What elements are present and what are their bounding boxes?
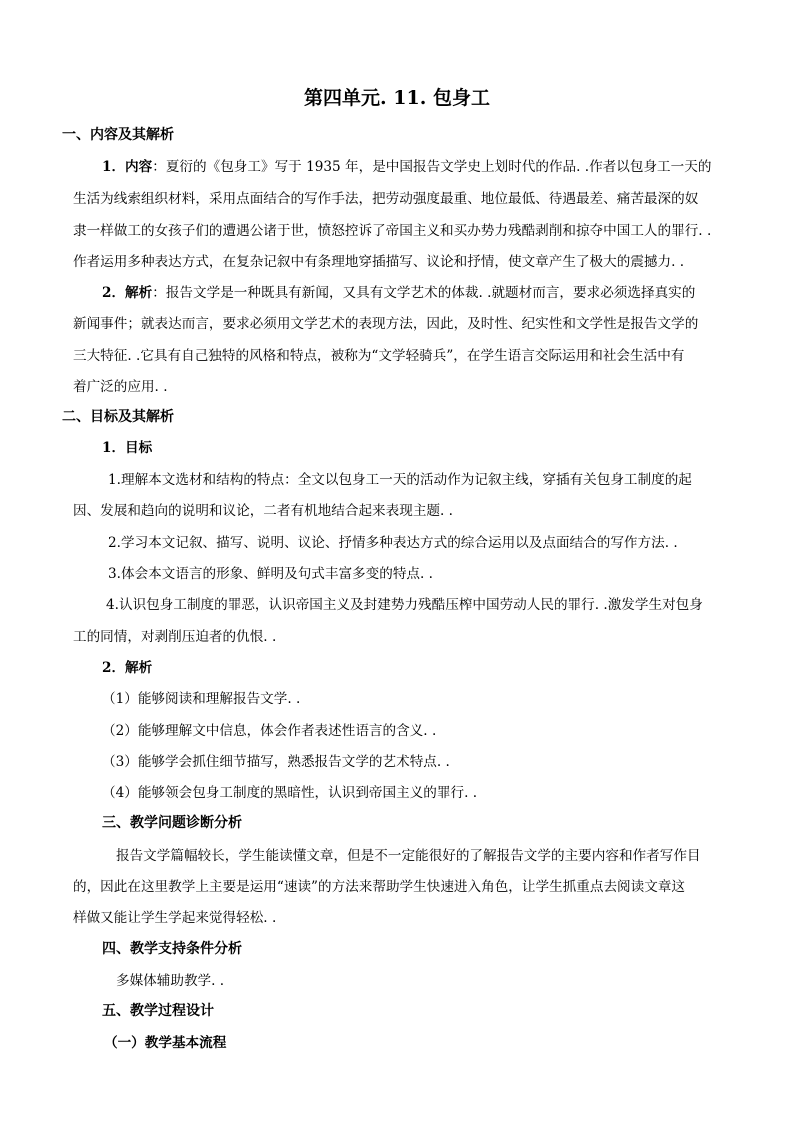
content-label: 1．内容 bbox=[102, 159, 153, 175]
paragraph-line: 生活为线索组织材料，采用点面结合的写作手法，把劳动强度最重、地位最低、待遇最差、痛苦最深的奴 bbox=[73, 191, 699, 207]
subheading-goals: 1．目标 bbox=[102, 440, 153, 456]
section-heading-5: 五、教学过程设计 bbox=[102, 1003, 214, 1019]
analysis-label: 2．解析 bbox=[102, 285, 153, 301]
page-title: 第四单元. 11. 包身工 bbox=[304, 87, 490, 109]
paragraph-line: 作者运用多种表达方式，在复杂记叙中有条理地穿插描写、议论和抒情，使文章产生了极大的震撼力. . bbox=[73, 254, 685, 270]
paragraph-line bbox=[102, 157, 711, 177]
subheading-analysis: 2．解析 bbox=[102, 660, 153, 676]
paragraph-text: ：夏衍的《包身工》写于 1935 年，是中国报告文学史上划时代的作品. .作者以包身工一天的 bbox=[152, 159, 712, 175]
section-heading-4: 四、教学支持条件分析 bbox=[102, 941, 242, 957]
goal-line: 2.学习本文记叙、描写、说明、议论、抒情多种表达方式的综合运用以及点面结合的写作方法. . bbox=[108, 535, 678, 551]
section-heading-1: 一、内容及其解析 bbox=[62, 127, 174, 143]
subheading-flow: （一）教学基本流程 bbox=[104, 1035, 227, 1051]
section-heading-2: 二、目标及其解析 bbox=[62, 409, 174, 425]
paragraph-line: 的，因此在这里教学上主要是运用“速读”的方法来帮助学生快速进入角色，让学生抓重点去阅读文章这 bbox=[73, 879, 686, 895]
paragraph-line: 样做又能让学生学起来觉得轻松. . bbox=[73, 910, 277, 926]
goal-line: 因、发展和趋向的说明和议论，二者有机地结合起来表现主题. . bbox=[73, 503, 453, 519]
analysis-item: （3）能够学会抓住细节描写，熟悉报告文学的艺术特点. . bbox=[102, 754, 450, 770]
paragraph-line: 报告文学篇幅较长，学生能读懂文章，但是不一定能很好的了解报告文学的主要内容和作者写作目 bbox=[116, 848, 701, 864]
goal-line: 4.认识包身工制度的罪恶，认识帝国主义及封建势力残酷压榨中国劳动人民的罪行. .激发学生对包身 bbox=[106, 597, 703, 613]
paragraph-line: 着广泛的应用. . bbox=[73, 379, 168, 395]
section-heading-3: 三、教学问题诊断分析 bbox=[102, 815, 242, 831]
analysis-item: （1）能够阅读和理解报告文学. . bbox=[102, 691, 301, 707]
paragraph-text: ：报告文学是一种既具有新闻，又具有文学艺术的体裁. .就题材而言，要求必须选择真实的 bbox=[152, 285, 696, 301]
paragraph-line: 隶一样做工的女孩子们的遭遇公诸于世，愤怒控诉了帝国主义和买办势力残酷剥削和掠夺中国工人的罪行. . bbox=[73, 223, 712, 239]
paragraph-line: 三大特征. .它具有自己独特的风格和特点，被称为“文学轻骑兵”，在学生语言交际运用和社会生活中有 bbox=[73, 348, 685, 364]
goal-line: 3.体会本文语言的形象、鲜明及句式丰富多变的特点. . bbox=[108, 566, 433, 582]
goal-line: 工的同情，对剥削压迫者的仇恨. . bbox=[73, 629, 277, 645]
paragraph-line: 多媒体辅助教学. . bbox=[116, 973, 225, 989]
analysis-item: （4）能够领会包身工制度的黑暗性，认识到帝国主义的罪行. . bbox=[102, 785, 478, 801]
analysis-item: （2）能够理解文中信息，体会作者表述性语言的含义. . bbox=[102, 723, 437, 739]
paragraph-line bbox=[102, 283, 695, 303]
goal-line: 1.理解本文选材和结构的特点：全文以包身工一天的活动作为记叙主线，穿插有关包身工制度的起 bbox=[108, 472, 692, 488]
paragraph-line: 新闻事件；就表达而言，要求必须用文学艺术的表现方法，因此，及时性、纪实性和文学性是报告文学的 bbox=[73, 316, 699, 332]
